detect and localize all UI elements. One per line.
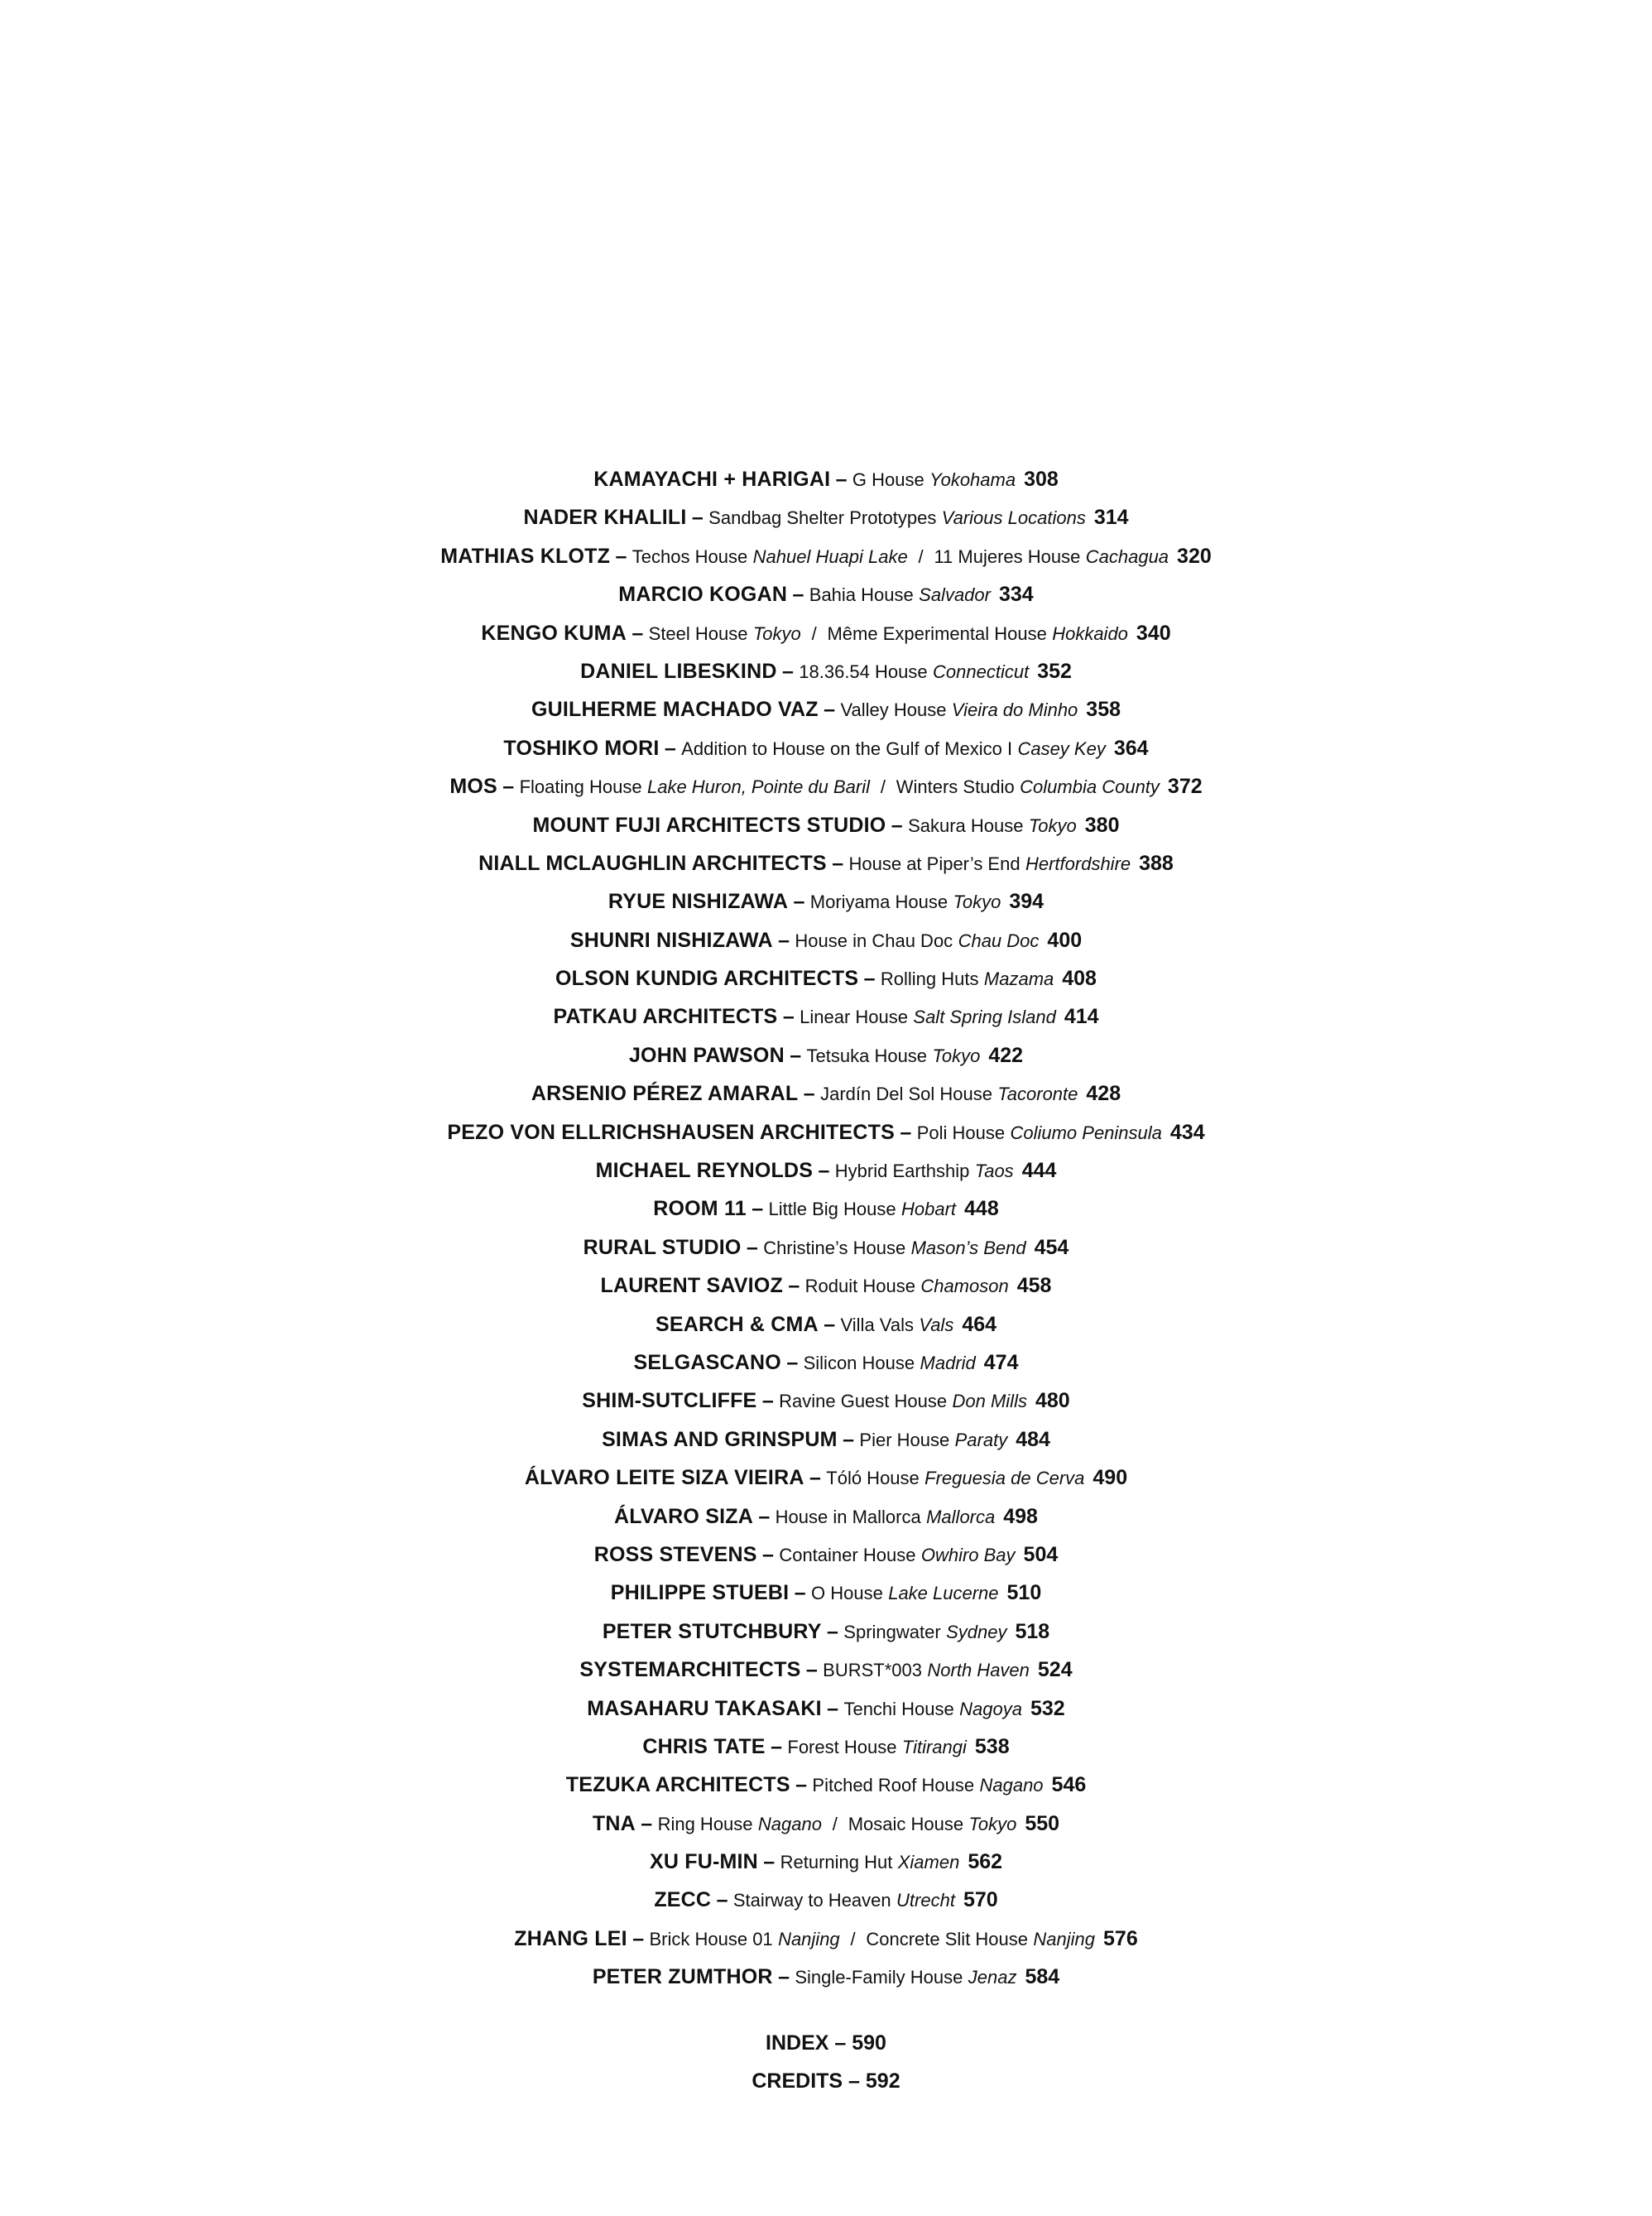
architect-name: NADER KHALILI <box>523 506 687 530</box>
entry-dash: – <box>758 1504 771 1528</box>
project-name: Villa Vals <box>840 1314 914 1335</box>
project-name: Springwater <box>843 1621 941 1642</box>
toc-entry <box>0 1766 1652 1804</box>
project-name: Jardín Del Sol House <box>820 1084 992 1105</box>
architect-name: MARCIO KOGAN <box>618 583 788 607</box>
project-location: Don Mills <box>952 1391 1027 1412</box>
page-number: 352 <box>1037 659 1072 683</box>
project-location: Columbia County <box>1020 776 1160 798</box>
project-name: Linear House <box>800 1007 908 1028</box>
toc-entry <box>0 729 1652 767</box>
project-name: Pier House <box>859 1429 950 1450</box>
project-location: Lake Huron, Pointe du Baril <box>646 776 871 798</box>
architect-name: TNA <box>592 1811 636 1835</box>
architect-name: MOUNT FUJI ARCHITECTS STUDIO <box>532 813 886 837</box>
toc-entry <box>0 1805 1652 1843</box>
project-name: Single-Family House <box>795 1967 963 1988</box>
architect-name: SYSTEMARCHITECTS <box>579 1658 801 1682</box>
architect-name: ROSS STEVENS <box>593 1542 757 1566</box>
project-location: Tokyo <box>752 622 801 644</box>
page-number: 414 <box>1064 1005 1099 1029</box>
project-name: Bahia House <box>809 584 914 606</box>
architect-name: TOSHIKO MORI <box>503 736 660 760</box>
toc-entry <box>0 844 1652 882</box>
architect-name: ÁLVARO SIZA <box>614 1504 753 1528</box>
toc-entry <box>0 1074 1652 1113</box>
toc-entry <box>0 1459 1652 1497</box>
architect-name: PATKAU ARCHITECTS <box>553 1005 778 1029</box>
toc-entry <box>0 460 1652 498</box>
project-location: Tokyo <box>932 1045 981 1066</box>
entry-dash: – <box>762 1542 774 1566</box>
entry-dash: – <box>824 698 836 722</box>
architect-name: RYUE NISHIZAWA <box>607 890 789 914</box>
entry-dash: – <box>792 583 804 607</box>
project-location: Salt Spring Island <box>913 1007 1056 1028</box>
project-location: Tokyo <box>953 892 1001 913</box>
project-location: Lake Lucerne <box>888 1583 999 1604</box>
entry-dash: – <box>632 621 644 645</box>
architect-name: KAMAYACHI + HARIGAI <box>593 468 831 491</box>
project-location: Connecticut <box>933 661 1030 682</box>
architect-name: SHUNRI NISHIZAWA <box>569 928 773 952</box>
project-name: House in Chau Doc <box>795 930 953 951</box>
entry-dash: – <box>641 1811 653 1835</box>
architect-name: ARSENIO PÉREZ AMARAL <box>531 1082 799 1106</box>
toc-entry <box>0 921 1652 959</box>
project-location: Mallorca <box>926 1506 996 1527</box>
page-number: 394 <box>1009 890 1045 914</box>
project-location: Tokyo <box>1028 815 1077 836</box>
page-number: 400 <box>1047 928 1083 952</box>
project-name: Pitched Roof House <box>812 1775 975 1796</box>
toc-entry <box>0 767 1652 805</box>
project-name: BURST*003 <box>823 1660 922 1681</box>
toc-entry <box>0 652 1652 690</box>
project-name: 11 Mujeres House <box>934 546 1081 567</box>
toc-entry <box>0 614 1652 652</box>
page-number: 518 <box>1015 1619 1050 1643</box>
project-location: Tacoronte <box>997 1084 1078 1105</box>
page-number: 490 <box>1093 1466 1128 1490</box>
page-number: 474 <box>983 1350 1019 1374</box>
architect-name: PETER STUTCHBURY <box>602 1619 822 1643</box>
project-location: Coliumo Peninsula <box>1010 1122 1162 1143</box>
page-number: 458 <box>1016 1274 1052 1298</box>
toc-entry <box>0 1958 1652 1996</box>
architect-name: SELGASCANO <box>633 1350 781 1374</box>
page-number: 484 <box>1016 1427 1050 1451</box>
entry-dash: – <box>502 775 515 799</box>
entry-dash: – <box>761 1389 774 1413</box>
page-number: 524 <box>1037 1658 1073 1682</box>
page-number: 388 <box>1139 851 1174 875</box>
project-location: Owhiro Bay <box>920 1544 1016 1565</box>
page-number: 448 <box>964 1197 999 1221</box>
project-name: Container House <box>779 1544 916 1565</box>
architect-name: JOHN PAWSON <box>628 1043 785 1067</box>
project-name: Winters Studio <box>896 776 1015 798</box>
entry-dash: – <box>805 1658 818 1682</box>
entry-dash: – <box>793 890 805 914</box>
architect-name: MOS <box>449 775 497 799</box>
toc-entry <box>0 1651 1652 1689</box>
project-location: Salvador <box>919 584 991 606</box>
project-location: Nahuel Huapi Lake <box>752 546 908 567</box>
project-location: Taos <box>974 1161 1014 1182</box>
index-entry: INDEX – 590 <box>766 2031 886 2055</box>
architect-name: ZECC <box>654 1888 712 1912</box>
architect-name: SEARCH & CMA <box>655 1312 819 1336</box>
project-separator: / <box>811 622 817 644</box>
toc-entry <box>0 1497 1652 1536</box>
entry-dash: – <box>771 1734 782 1758</box>
project-name: Silicon House <box>803 1352 915 1373</box>
architect-name: SHIM-SUTCLIFFE <box>582 1389 757 1413</box>
architect-name: SIMAS AND GRINSPUM <box>602 1427 838 1451</box>
architect-name: PHILIPPE STUEBI <box>610 1581 790 1605</box>
entry-dash: – <box>790 1043 802 1067</box>
project-location: Freguesia de Cerva <box>924 1468 1085 1489</box>
toc-entry <box>0 1190 1652 1228</box>
entry-dash: – <box>794 1581 806 1605</box>
project-name: 18.36.54 House <box>799 661 928 682</box>
toc-entry <box>0 1536 1652 1574</box>
project-location: North Haven <box>927 1660 1030 1681</box>
entry-dash: – <box>863 967 876 991</box>
project-name: Ravine Guest House <box>779 1391 948 1412</box>
page-number: 422 <box>988 1043 1024 1067</box>
project-location: Various Locations <box>941 507 1086 529</box>
entry-dash: – <box>615 544 627 568</box>
project-location: Nagoya <box>959 1698 1022 1719</box>
architect-name: ROOM 11 <box>653 1197 747 1221</box>
page-number: 334 <box>998 583 1034 607</box>
project-separator: / <box>832 1813 838 1834</box>
toc-entry <box>0 1920 1652 1958</box>
architect-name: LAURENT SAVIOZ <box>600 1274 783 1298</box>
project-name: O House <box>810 1583 883 1604</box>
project-location: Mazama <box>983 969 1054 990</box>
page-number: 464 <box>962 1312 997 1336</box>
entry-dash: – <box>835 468 848 491</box>
architect-name: MICHAEL REYNOLDS <box>595 1159 814 1183</box>
project-name: Forest House <box>787 1736 897 1757</box>
page-number: 510 <box>1006 1581 1042 1605</box>
project-separator: / <box>850 1928 856 1949</box>
project-location: Nanjing <box>778 1928 840 1949</box>
project-location: Chau Doc <box>958 930 1040 951</box>
entry-dash: – <box>843 1427 854 1451</box>
project-location: Nagano <box>757 1813 822 1834</box>
page-number: 584 <box>1025 1965 1060 1989</box>
toc-entry <box>0 690 1652 728</box>
architect-name: DANIEL LIBESKIND <box>580 659 777 683</box>
project-separator: / <box>880 776 886 798</box>
project-location: Jenaz <box>968 1967 1017 1988</box>
toc-entry <box>0 1267 1652 1305</box>
project-location: Xiamen <box>897 1852 960 1873</box>
page-number: 358 <box>1086 698 1121 722</box>
project-location: Paraty <box>954 1429 1008 1450</box>
architect-name: PETER ZUMTHOR <box>592 1965 773 1989</box>
toc-entry <box>0 1036 1652 1074</box>
project-name: Christine’s House <box>763 1237 906 1258</box>
page-number: 576 <box>1103 1926 1138 1950</box>
toc-entry <box>0 1228 1652 1267</box>
project-name: Ring House <box>657 1813 753 1834</box>
architect-name: GUILHERME MACHADO VAZ <box>531 698 819 722</box>
project-name: Roduit House <box>804 1276 915 1297</box>
page-number: 314 <box>1093 506 1129 530</box>
architect-name: OLSON KUNDIG ARCHITECTS <box>555 967 859 991</box>
page-number: 532 <box>1030 1696 1065 1720</box>
project-location: Mason’s Bend <box>910 1237 1026 1258</box>
page-number: 550 <box>1025 1811 1060 1835</box>
project-name: Floating House <box>519 776 642 798</box>
entry-dash: – <box>786 1350 799 1374</box>
entry-dash: – <box>746 1235 758 1259</box>
project-name: Poli House <box>916 1122 1006 1143</box>
toc-entry <box>0 882 1652 921</box>
page-number: 428 <box>1086 1082 1121 1106</box>
project-location: Hertfordshire <box>1025 853 1131 874</box>
page-number: 372 <box>1167 775 1203 799</box>
project-location: Cachagua <box>1085 546 1169 567</box>
toc-entry <box>0 1843 1652 1881</box>
project-name: Brick House 01 <box>649 1928 773 1949</box>
project-name: Tetsuka House <box>806 1045 928 1066</box>
project-location: Vals <box>919 1314 954 1335</box>
project-name: Techos House <box>632 546 748 567</box>
page-number: 380 <box>1084 813 1120 837</box>
page-number: 546 <box>1051 1773 1087 1797</box>
project-location: Utrecht <box>896 1890 955 1911</box>
architect-name: MASAHARU TAKASAKI <box>587 1696 822 1720</box>
architect-name: KENGO KUMA <box>481 621 627 645</box>
project-location: Madrid <box>920 1352 976 1373</box>
page-number: 538 <box>974 1734 1010 1758</box>
project-name: Sandbag Shelter Prototypes <box>708 507 937 529</box>
page-number: 444 <box>1021 1159 1057 1183</box>
project-name: Steel House <box>648 622 748 644</box>
entry-dash: – <box>632 1926 645 1950</box>
entry-dash: – <box>691 506 704 530</box>
page-number: 340 <box>1136 621 1171 645</box>
page-number: 480 <box>1035 1389 1070 1413</box>
toc-entry <box>0 959 1652 997</box>
project-name: Sakura House <box>908 815 1024 836</box>
table-of-contents <box>0 460 1652 1997</box>
architect-name: ZHANG LEI <box>514 1926 627 1950</box>
toc-entry <box>0 1881 1652 1919</box>
page-number: 308 <box>1024 468 1059 491</box>
project-name: Rolling Huts <box>880 969 979 990</box>
architect-name: CHRIS TATE <box>642 1734 766 1758</box>
project-name: Stairway to Heaven <box>732 1890 891 1911</box>
page-number: 498 <box>1003 1504 1038 1528</box>
project-location: Yokohama <box>929 469 1016 490</box>
toc-entry <box>0 1305 1652 1344</box>
entry-dash: – <box>824 1312 836 1336</box>
project-name: Valley House <box>840 699 947 721</box>
project-name: House at Piper’s End <box>848 853 1020 874</box>
entry-dash: – <box>809 1466 821 1490</box>
architect-name: TEZUKA ARCHITECTS <box>565 1773 790 1797</box>
entry-dash: – <box>900 1120 912 1144</box>
page-number: 408 <box>1062 967 1097 991</box>
entry-dash: – <box>803 1082 815 1106</box>
entry-dash: – <box>891 813 903 837</box>
toc-entry <box>0 1690 1652 1728</box>
entry-dash: – <box>788 1274 800 1298</box>
project-name: Little Big House <box>768 1199 896 1220</box>
project-name: G House <box>852 469 924 490</box>
entry-dash: – <box>778 1965 790 1989</box>
project-location: Nanjing <box>1033 1928 1096 1949</box>
entry-dash: – <box>763 1850 776 1874</box>
architect-name: ÁLVARO LEITE SIZA VIEIRA <box>524 1466 804 1490</box>
page-number: 320 <box>1177 544 1212 568</box>
architect-name: PEZO VON ELLRICHSHAUSEN ARCHITECTS <box>447 1120 895 1144</box>
entry-dash: – <box>664 736 676 760</box>
project-name: Hybrid Earthship <box>834 1161 970 1182</box>
page-number: 570 <box>963 1888 998 1912</box>
architect-name: XU FU-MIN <box>649 1850 758 1874</box>
project-location: Casey Key <box>1017 738 1106 759</box>
project-name: Même Experimental House <box>827 622 1047 644</box>
toc-entry <box>0 575 1652 613</box>
project-name: House in Mallorca <box>775 1506 921 1527</box>
project-name: Mosaic House <box>848 1813 964 1834</box>
back-matter-list <box>0 2024 1652 2101</box>
entry-dash: – <box>827 1696 839 1720</box>
project-location: Hokkaido <box>1052 622 1128 644</box>
toc-entry <box>0 1113 1652 1151</box>
entry-dash: – <box>832 851 844 875</box>
page-number: 434 <box>1169 1120 1205 1144</box>
page-number: 504 <box>1023 1542 1059 1566</box>
entry-dash: – <box>795 1773 808 1797</box>
project-location: Hobart <box>900 1199 957 1220</box>
project-name: Returning Hut <box>780 1852 893 1873</box>
entry-dash: – <box>818 1159 830 1183</box>
toc-entry <box>0 1382 1652 1420</box>
toc-entry <box>0 1344 1652 1382</box>
page-number: 364 <box>1113 736 1149 760</box>
architect-name: NIALL MCLAUGHLIN ARCHITECTS <box>478 851 827 875</box>
project-name: Moriyama House <box>809 892 948 913</box>
project-location: Nagano <box>979 1775 1044 1796</box>
page-number: 454 <box>1034 1235 1069 1259</box>
entry-dash: – <box>778 928 790 952</box>
project-name: Tóló House <box>826 1468 920 1489</box>
toc-entry <box>0 997 1652 1036</box>
entry-dash: – <box>781 659 794 683</box>
project-location: Tokyo <box>968 1813 1017 1834</box>
toc-entry <box>0 1613 1652 1651</box>
toc-entry <box>0 1151 1652 1190</box>
project-location: Vieira do Minho <box>951 699 1078 721</box>
project-name: Tenchi House <box>843 1698 954 1719</box>
entry-dash: – <box>752 1197 764 1221</box>
toc-entry <box>0 498 1652 536</box>
project-location: Titirangi <box>901 1736 967 1757</box>
project-location: Sydney <box>946 1621 1007 1642</box>
toc-entry <box>0 1728 1652 1766</box>
architect-name: MATHIAS KLOTZ <box>440 544 611 568</box>
toc-entry <box>0 806 1652 844</box>
toc-entry <box>0 1574 1652 1612</box>
toc-entry <box>0 537 1652 575</box>
project-location: Chamoson <box>920 1276 1009 1297</box>
architect-name: RURAL STUDIO <box>583 1235 742 1259</box>
credits-entry: CREDITS – 592 <box>752 2069 900 2093</box>
entry-dash: – <box>782 1005 795 1029</box>
toc-entry <box>0 1420 1652 1459</box>
page-number: 562 <box>968 1850 1003 1874</box>
entry-dash: – <box>716 1888 728 1912</box>
project-name: Addition to House on the Gulf of Mexico I <box>681 738 1013 759</box>
project-separator: / <box>918 546 924 567</box>
entry-dash: – <box>827 1619 838 1643</box>
project-name: Concrete Slit House <box>866 1928 1029 1949</box>
